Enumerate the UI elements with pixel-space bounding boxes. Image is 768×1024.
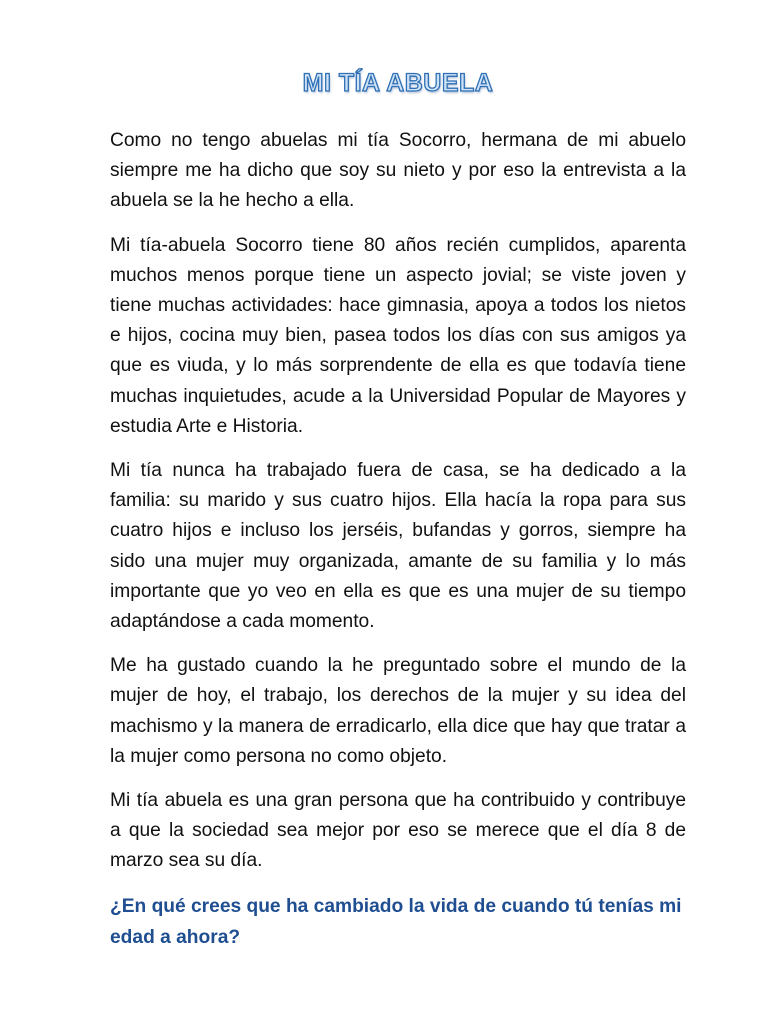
document-page <box>110 62 686 953</box>
paragraph-conclusion: Mi tía abuela es una gran persona que ha contribuido y contribuye a que la sociedad sea mejor por eso se merece que el día 8 de marzo sea su día. <box>110 790 686 872</box>
paragraph-intro: Como no tengo abuelas mi tía Socorro, hermana de mi abuelo siempre me ha dicho que soy su nieto y por eso la entrevista a la abuela se la he hecho a ella. <box>110 130 686 212</box>
paragraph-family: Mi tía nunca ha trabajado fuera de casa, se ha dedicado a la familia: su marido y sus cuatro hijos. Ella hacía la ropa para sus cuatro hijos e incluso los jerséis, bufandas y gorros, siempre ha sido una mujer muy organizada, amante de su familia y lo más importante que yo veo en ella es que es una mujer de su tiempo adaptándose a cada momento. <box>110 460 686 633</box>
document-title: MI TÍA ABUELA <box>302 69 494 97</box>
interview-question: ¿En qué crees que ha cambiado la vida de cuando tú tenías mi edad a ahora? <box>110 895 682 948</box>
paragraph-interview: Me ha gustado cuando la he preguntado sobre el mundo de la mujer de hoy, el trabajo, los derechos de la mujer y su idea del machismo y la manera de erradicarlo, ella dice que hay que tratar a la mujer como persona no como objeto. <box>110 655 686 767</box>
paragraph-description: Mi tía-abuela Socorro tiene 80 años recién cumplidos, aparenta muchos menos porque tiene un aspecto jovial; se viste joven y tiene muchas actividades: hace gimnasia, apoya a todos los nietos e hijos, cocina muy bien, pasea todos los días con sus amigos ya que es viuda, y lo más sorprendente de ella es que todavía tiene muchas inquietudes, acude a la Universidad Popular de Mayores y estudia Arte e Historia. <box>110 234 686 437</box>
